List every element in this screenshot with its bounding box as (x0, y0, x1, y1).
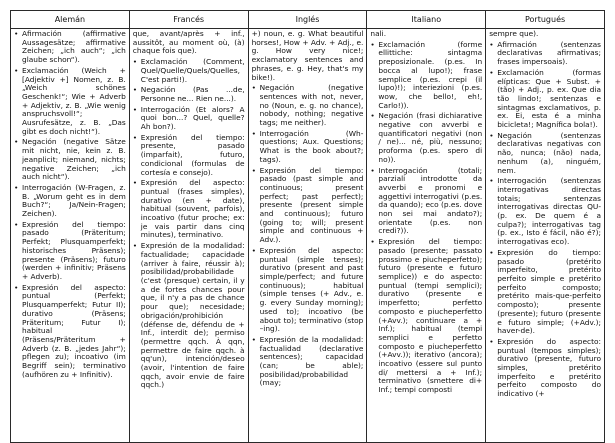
bullet-icon: • (251, 83, 256, 93)
item-text: sempre que). (489, 29, 539, 38)
bullet-icon: • (251, 128, 256, 138)
list-item (133, 58, 245, 84)
bullet-icon: • (132, 104, 138, 114)
item-text: Exclamación (Weich + [Adjektiv +] Nomen, z. B. „Weich schönes Geschenk!“; Wie + Adverb + Adjektiv, z. B. „Wie wenig anspruchsvoll!“; Ausrufesätze, z. B. „Das gibt es doch nicht!“). (22, 65, 126, 136)
list-item (370, 30, 482, 39)
bullet-icon: • (132, 241, 138, 251)
bullet-icon: • (132, 132, 138, 142)
bullet-icon: • (489, 67, 494, 77)
bullet-icon: • (132, 57, 138, 67)
item-text: Afirmación (affirmative Aussagesätze; affirmative Zeichen; „ich auch“; „ich glaube schon“). (22, 29, 126, 65)
item-text: Interrogación (Wh-questions; Aux. Questions; What is the book about?; tags). (259, 128, 364, 164)
item-text: Exclamación (formas elípticas: Que + Subst. + (tão) + Adj., p. ex. Que dia tão lindo!; sentenzas e sintagmas exclamativos, p. ex. Ei, esta é a minha bicicleta!; Magnífica bola!). (497, 67, 601, 130)
column-italiano (367, 29, 486, 442)
item-text: Afirmación (sentenzas declarativas afirmativas; frases impersoais). (497, 39, 601, 67)
table-header-row (11, 11, 604, 29)
bullet-icon: • (370, 39, 375, 49)
bullet-icon: • (370, 165, 375, 175)
item-list (486, 29, 604, 399)
list-item (252, 130, 364, 165)
bullet-icon: • (489, 39, 494, 49)
bullet-icon: • (251, 165, 256, 175)
item-text: Expresión de la modalidad: factualidad (declarative sentences); capacidad (can; be able); posibilidad/probabilidad (may; (259, 334, 364, 388)
list-item (489, 69, 601, 130)
bullet-icon: • (14, 219, 19, 229)
list-item (252, 336, 364, 388)
header-portugues: Portugués (525, 15, 566, 24)
item-text: Expresión del aspecto: puntual (Perfekt; Plusquamperfekt; Futur II); durativo (Präsens; Präteritum; Futur I); habitual (Präsens/Präteritum + Adverb (z. B. „jedes Jahr“); pflegen zu); incoativo (im Begriff sein); terminativo (aufhören zu + Infinitiv). (22, 282, 126, 379)
list-item (489, 338, 601, 399)
list-item (133, 106, 245, 132)
bullet-icon: • (14, 182, 19, 192)
header-italiano: Italiano (367, 11, 486, 28)
item-text: Expresión del tiempo: pasado (presente; passato prossimo e piucheperfetto); futuro (presente e futuro semplice)) e do aspecto: puntual (tempi semplici); durativo (presente e imperfetto; perfetto composto e piucheperfetto (+Avv.); continuare a + Inf.); habitual (tempi semplici e perfetto composto e piucheperfetto (+Avv.)); iterativo (ancora); incoativo (essere sul punto di/ mettersi a + Inf.); terminativo (smettere di+ Inf.; tempi composti (378, 237, 483, 395)
item-text: Negación (sentenzas declarativas negativas con não, nunca; (não) nada, nenhum (a), ninguém, nem. (497, 130, 601, 175)
list-item (14, 67, 126, 137)
item-text: Negación (frasi dichiarative negative con avverbi e quantificatori negativi (non / ne)... né, più, nessuno; proforma (p.es. spero di no)). (378, 111, 483, 164)
list-item (252, 30, 364, 82)
bullet-icon: • (14, 65, 19, 75)
list-item (370, 112, 482, 164)
item-text: Interrogación (W-Fragen, z. B. „Worum geht es in dem Buch?“; Ja/Nein-Fragen; Zeichen). (22, 182, 126, 219)
bullet-icon: • (251, 334, 256, 344)
list-item (133, 242, 245, 390)
item-text: Expresión do aspecto: puntual (tempos simples); durativo (presente, futuro simples, pretérito imperfeito e pretérito perfeito composto do indicativo (+ (497, 336, 601, 399)
item-text: +) noun, e. g. What beautiful horses!, How + Adv. + Adj., e. g. How very nice!; exclamatory sentences and phrases, e. g. Hey, that's my bike!). (251, 29, 364, 82)
list-item (133, 179, 245, 240)
column-aleman (11, 29, 130, 442)
list-item (14, 221, 126, 282)
item-text: Expresión del tiempo: pasado (past simple and continuous; present perfect; past perfect); presente (present simple and continuous); futuro (going to; will; present simple and continuous + Adv.). (259, 165, 364, 245)
item-list (249, 29, 367, 388)
item-list (130, 29, 248, 390)
list-item (252, 167, 364, 245)
item-text: Interrogación (Et alors? A quoi bon...? Quel, quelle? Ah bon?). (140, 104, 245, 132)
bullet-icon: • (489, 336, 494, 346)
item-text: Exclamación (Comment, Quel/Quelle/Quels/Quelles, C'est parti!). (140, 57, 245, 84)
list-item (489, 41, 601, 67)
item-text: Expresión do tiempo: pasado (pretérito imperfeito, pretérito perfeito simple e pretérito perfeito composto; pretérito mais-que-perfeito composto); presente (presente); futuro (presente e futuro simple; (+Adv.); haver-de). (497, 247, 601, 336)
list-item (14, 30, 126, 65)
list-item (252, 84, 364, 128)
item-text: Expresión del tiempo: pasado (Präteritum; Perfekt; Plusquamperfekt; historisches Präsens); presente (Präsens); futuro (werden + infinitiv; Präsens + Adverb). (22, 219, 126, 281)
table-body-row (11, 29, 604, 442)
list-item (370, 167, 482, 237)
list-item (370, 238, 482, 395)
list-item (252, 247, 364, 334)
list-item (489, 249, 601, 336)
column-frances (130, 29, 249, 442)
list-item (489, 132, 601, 176)
bullet-icon: • (14, 137, 19, 147)
item-list (367, 29, 485, 395)
list-item (14, 184, 126, 219)
list-item (14, 138, 126, 182)
item-text: nali. (370, 29, 387, 38)
bullet-icon: • (370, 237, 375, 247)
list-item (489, 30, 601, 39)
list-item (370, 41, 482, 111)
list-item (489, 177, 601, 247)
bullet-icon: • (132, 85, 138, 95)
header-aleman: Alemán (11, 11, 130, 28)
list-item (133, 30, 245, 56)
item-text: Negación (negative sentences with not, never, no (Noun, e. g. no chance), nobody, nothing; negative tags; me neither). (259, 83, 364, 128)
item-text: Expresión del aspecto: puntual (simple tenses); durativo (present and past simple/perfect; and future continuous); habitual (simple tenses (+ Adv., e. g. every Sunday morning); used to); incoativo (be about to); terminativo (stop –ing). (259, 245, 364, 334)
header-ingles: Inglés (249, 11, 368, 28)
item-text: Exclamación (forme ellittiche: sintagma preposizionale. (p.es. In bocca al lupo!); frase semplice (p.es. crepi (il lupo)!); interiezioni (p.es. wow, che bello!, eh!, Carlo!)). (378, 39, 483, 110)
item-list (11, 29, 129, 379)
list-item (133, 86, 245, 103)
bullet-icon: • (489, 176, 494, 186)
item-text: Interrogación (totali; parziali introdotte da avverbi e pronomi e aggettivi interrogativi (p.es. da quando); eco (p.es. dove non sei mai andato?); orientate (p.es. non credi?)). (378, 165, 483, 236)
item-text: Expresión del tiempo: presente, pasado (imparfait), futuro, condicional (formulas de cortesía e consejo). (140, 132, 245, 177)
header-frances: Francés (130, 11, 249, 28)
item-text: Negación (Pas ...de, Personne ne... Rien ne...). (140, 85, 245, 103)
bullet-icon: • (489, 247, 494, 257)
bullet-icon: • (132, 178, 138, 188)
item-text: Interrogación (sentenzas interrogativas directas totais; sentenzas interrogativas directas QU- (p. ex. De quem é a culpa?); interrogativas tag (p. ex., Isto é fácil, não é?); interrogativas eco). (497, 176, 601, 247)
list-item (14, 284, 126, 380)
column-portugues (486, 29, 604, 442)
bullet-icon: • (251, 245, 256, 255)
column-ingles (249, 29, 368, 442)
item-text: Negación (negative Sätze mit nicht, nie, kein z. B. jeanplicit; niemand, nichts; negative Zeichen; „ich auch nicht“). (22, 137, 126, 182)
list-item (133, 134, 245, 178)
item-text: Expresión de la modalidad: factualidade; capacidade (arriver à faire, réussir à); posibilidad/probabilidade (c'est (presque) certain, il y a de fortes chances pour que, il n'y a pas de chance pour que); necesidade; obrigación/prohibición (défense de, défendu de + Inf., interdit de); permiso (permettre qqch. À qqn, permettre de faire qqch. à qq'un), intención/deseo (avoir, l'intention de faire qqch, avoir envie de faire qqch.) (140, 241, 245, 390)
bullet-icon: • (489, 130, 494, 140)
item-text: Expresión del aspecto: puntual (frases simples), durativo (en + date), habitual (souvent, parfois), incoativo (futur proche; ex: je vais partir dans cinq minutes), terminativo. (140, 178, 245, 240)
bullet-icon: • (14, 29, 19, 38)
item-text: que, avant/après + inf., aussitôt, au moment où, (à) chaque fois que). (132, 29, 245, 56)
comparison-table (10, 10, 605, 443)
bullet-icon: • (370, 111, 375, 121)
bullet-icon: • (14, 282, 19, 292)
